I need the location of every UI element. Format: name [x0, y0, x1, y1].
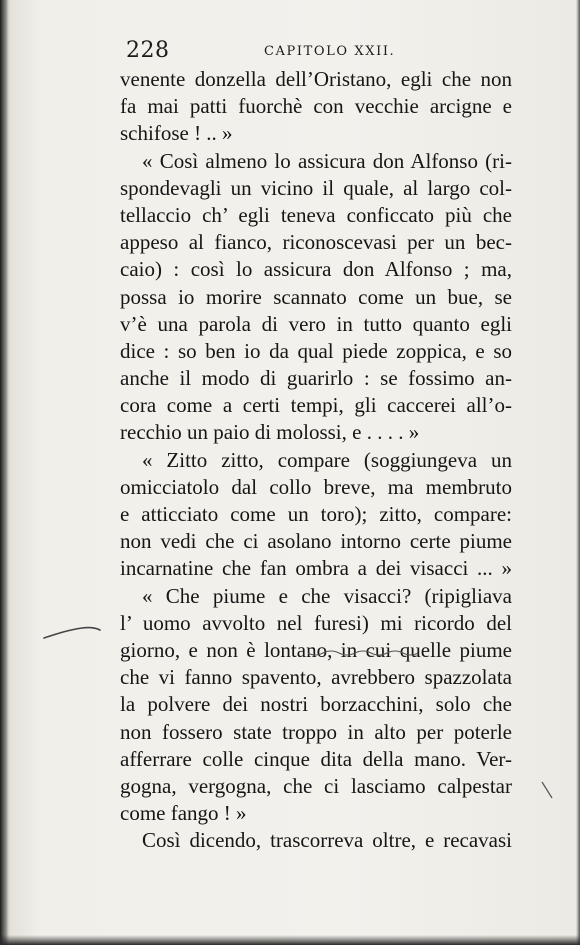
pencil-mark-icon	[42, 620, 102, 644]
text-line: che vi fanno spavento, avrebbero spazzolata	[120, 665, 512, 690]
running-head: CAPITOLO XXII.	[264, 44, 396, 59]
pencil-tick-icon	[540, 780, 554, 800]
text-line: anche il modo di guarirlo : se fossimo an-	[120, 366, 512, 391]
text-line: omicciatolo dal collo breve, ma membruto	[120, 474, 512, 499]
text-line: non fossero state troppo in alto per poterle	[120, 719, 512, 744]
text-line: cora come a certi tempi, gli caccerei all’o-	[120, 393, 512, 418]
text-line: gogna, vergogna, che ci lasciamo calpestar	[120, 773, 512, 798]
text-line: tellaccio ch’ egli teneva conficcato più che	[120, 202, 512, 227]
text-line: schifose ! .. »	[120, 121, 233, 146]
text-line: fa mai patti fuorchè con vecchie arcigne e	[120, 94, 512, 119]
page-right-edge	[576, 0, 580, 945]
page-bottom-edge	[0, 935, 580, 945]
text-line: caio) : così lo assicura don Alfonso ; ma,	[120, 257, 512, 282]
text-line: spondevagli un vicino il quale, al largo col-	[120, 175, 512, 200]
text-line: v’è una parola di vero in tutto quanto egli	[120, 311, 512, 336]
text-line: recchio un paio di molossi, e . . . . »	[120, 420, 420, 445]
gutter-shadow	[0, 0, 8, 945]
text-line: giorno, e non è lontano, in cui quelle piume	[120, 637, 512, 662]
text-line: « Zitto zitto, compare (soggiungeva un	[142, 447, 512, 472]
text-line: la polvere dei nostri borzacchini, solo che	[120, 692, 512, 717]
text-line: non vedi che ci asolano intorno certe piume	[120, 529, 512, 554]
text-line: dice : so ben io da qual piede zoppica, e so	[120, 338, 512, 363]
text-line: l’ uomo avvolto nel furesi) mi ricordo del	[120, 610, 512, 635]
text-line: incarnatine che fan ombra a dei visacci ... »	[120, 556, 512, 581]
text-line: e atticciato come un toro); zitto, compare:	[120, 502, 512, 526]
text-line: « Così almeno lo assicura don Alfonso (ri-	[142, 148, 512, 173]
body-text	[120, 66, 512, 854]
text-line: Così dicendo, trascorreva oltre, e recavasi	[142, 828, 512, 853]
text-line: « Che piume e che visacci? (ripigliava	[142, 583, 512, 608]
page-header	[126, 38, 512, 64]
text-line: appeso al fianco, riconoscevasi per un bec-	[120, 230, 512, 255]
handwritten-underline-icon	[307, 650, 419, 658]
text-line: come fango ! »	[120, 801, 247, 826]
text-line: venente donzella dell’Oristano, egli che non	[120, 67, 512, 91]
text-line: possa io morire scannato come un bue, se	[120, 284, 512, 309]
text-line: afferrare colle cinque dita della mano. Ver-	[120, 746, 512, 771]
page-number: 228	[126, 38, 170, 63]
